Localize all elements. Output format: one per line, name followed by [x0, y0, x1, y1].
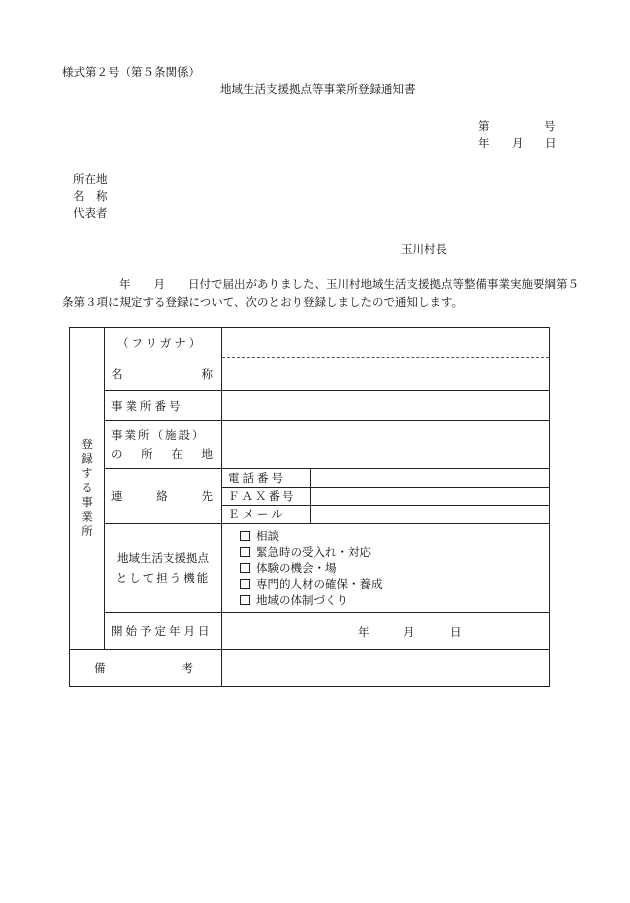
location-char: 所 — [141, 447, 153, 461]
contact-label-cell — [105, 469, 222, 524]
function-options-cell — [222, 524, 550, 613]
office-number-label-cell — [105, 391, 222, 421]
date-month: 月 — [512, 136, 524, 150]
start-date-label: 開始予定年月日 — [111, 624, 213, 638]
start-date-day: 日 — [450, 625, 462, 639]
checkbox[interactable] — [240, 531, 250, 541]
recipient-address: 所在地 — [73, 172, 108, 186]
function-option-label: 緊急時の受入れ・対応 — [256, 545, 371, 559]
contact-char: 連 — [111, 489, 123, 503]
location-char: 地 — [201, 447, 213, 461]
function-label-line2: として担う機能 — [115, 571, 211, 585]
fax-label: ＦＡＸ番号 — [228, 489, 296, 503]
body-line-1: 年 月 日付で届出がありました、玉川村地域生活支援拠点等整備事業実施要綱第５ — [119, 277, 579, 291]
function-option[interactable] — [240, 576, 531, 592]
recipient-representative: 代表者 — [73, 206, 108, 220]
location-char: の — [111, 447, 123, 461]
checkbox[interactable] — [240, 579, 250, 589]
furigana-label: （フリガナ） — [117, 335, 204, 350]
start-date-label-cell — [105, 613, 222, 650]
function-option-label: 相談 — [256, 529, 279, 543]
function-option[interactable] — [240, 592, 531, 608]
function-label-cell — [105, 524, 222, 613]
name-label-a: 名 — [111, 366, 123, 381]
contact-subtable — [222, 469, 549, 523]
form-number: 様式第２号（第５条関係） — [62, 65, 200, 79]
function-label-line1: 地域生活支援拠点 — [117, 551, 209, 565]
location-label-cell — [105, 421, 222, 469]
furigana-input[interactable] — [222, 328, 550, 358]
checkbox[interactable] — [240, 563, 250, 573]
remarks-label-b: 考 — [181, 661, 193, 675]
location-char: 在 — [171, 447, 183, 461]
email-label-cell — [222, 505, 310, 523]
date-day: 日 — [545, 136, 557, 150]
function-option-label: 地域の体制づくり — [256, 593, 348, 607]
email-input[interactable] — [310, 505, 549, 523]
vertical-label-cell — [70, 328, 105, 650]
doc-number-suffix: 号 — [544, 119, 556, 133]
function-option[interactable] — [240, 560, 531, 576]
phone-input[interactable] — [310, 469, 549, 487]
office-number-input[interactable] — [222, 391, 550, 421]
office-number-label: 事業所番号 — [111, 398, 184, 413]
remarks-input[interactable] — [222, 650, 550, 687]
location-input[interactable] — [222, 421, 550, 469]
issuer: 玉川村長 — [401, 242, 447, 256]
function-option[interactable] — [240, 528, 531, 544]
fax-label-cell — [222, 487, 310, 505]
contact-char: 絡 — [156, 489, 168, 503]
phone-label-cell — [222, 469, 310, 487]
vertical-label: 登録する事業所 — [80, 437, 94, 540]
furigana-label-cell — [105, 328, 222, 358]
remarks-label-a: 備 — [94, 661, 106, 675]
document-title: 地域生活支援拠点等事業所登録通知書 — [220, 82, 416, 96]
email-label: Ｅメール — [228, 507, 286, 522]
fax-input[interactable] — [310, 487, 549, 505]
start-date-month: 月 — [403, 625, 415, 639]
contact-subtable-cell — [222, 469, 550, 524]
body-line-2: 条第３項に規定する登録について、次のとおり登録しましたので通知します。 — [62, 295, 464, 309]
remarks-label-cell — [70, 650, 222, 687]
name-input[interactable] — [222, 358, 550, 391]
checkbox[interactable] — [240, 547, 250, 557]
recipient-name: 名 称 — [73, 189, 108, 203]
name-label-cell — [105, 358, 222, 391]
phone-label: 電話番号 — [228, 470, 286, 485]
checkbox[interactable] — [240, 595, 250, 605]
function-option-label: 体験の機会・場 — [256, 561, 337, 575]
function-option-label: 専門的人材の確保・養成 — [256, 577, 383, 591]
contact-char: 先 — [201, 489, 213, 503]
date-year: 年 — [478, 136, 490, 150]
function-option[interactable] — [240, 544, 531, 560]
registration-table — [69, 327, 550, 687]
name-label-b: 称 — [201, 366, 213, 381]
location-label-line1: 事業所（施設） — [111, 428, 206, 442]
start-date-input[interactable] — [222, 613, 550, 650]
start-date-year: 年 — [358, 625, 370, 639]
doc-number-prefix: 第 — [478, 119, 490, 133]
